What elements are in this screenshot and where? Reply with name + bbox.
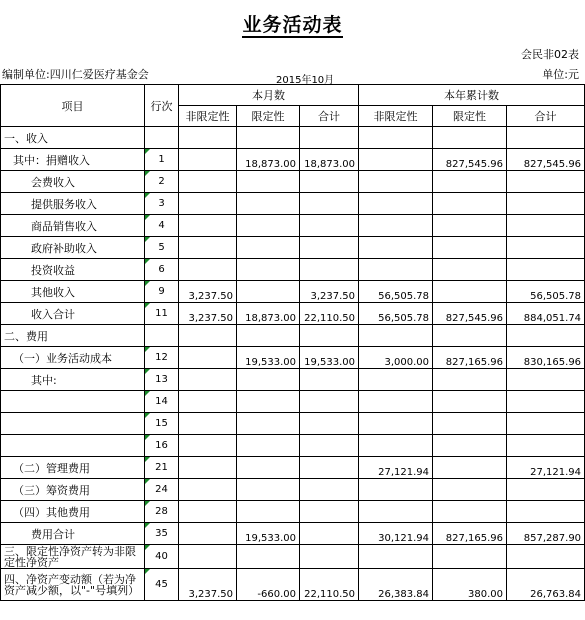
value-cell (179, 325, 237, 347)
value-cell (237, 193, 300, 215)
row-line-number: 35 (145, 523, 179, 545)
value-cell: 56,505.78 (359, 281, 433, 303)
unit-label: 单位:元 (542, 68, 579, 81)
table-row (1, 435, 585, 457)
value-cell (359, 127, 433, 149)
value-cell (433, 435, 507, 457)
value-cell (237, 215, 300, 237)
value-cell (237, 435, 300, 457)
value-cell (179, 391, 237, 413)
row-line-number: 24 (145, 479, 179, 501)
value-cell (433, 325, 507, 347)
value-cell (300, 479, 359, 501)
value-cell: 22,110.50 (300, 569, 359, 601)
row-label: （二）管理费用 (1, 457, 145, 479)
value-cell (433, 501, 507, 523)
value-cell (300, 523, 359, 545)
row-label: （三）筹资费用 (1, 479, 145, 501)
value-cell (433, 545, 507, 569)
value-cell: 19,533.00 (237, 347, 300, 369)
row-line-number: 6 (145, 259, 179, 281)
value-cell (433, 369, 507, 391)
row-label (1, 391, 145, 413)
value-cell (507, 171, 585, 193)
value-cell (507, 391, 585, 413)
row-label: （四）其他费用 (1, 501, 145, 523)
value-cell (237, 369, 300, 391)
table-row (1, 259, 585, 281)
row-label: 投资收益 (1, 259, 145, 281)
value-cell (507, 435, 585, 457)
value-cell: 827,545.96 (507, 149, 585, 171)
table-row (1, 193, 585, 215)
value-cell (359, 149, 433, 171)
value-cell (300, 237, 359, 259)
row-label: 四、净资产变动额（若为净资产减少额，以"-"号填列） (1, 569, 145, 601)
value-cell (237, 391, 300, 413)
value-cell: 19,533.00 (300, 347, 359, 369)
value-cell (300, 127, 359, 149)
value-cell (300, 545, 359, 569)
value-cell (237, 127, 300, 149)
value-cell (507, 369, 585, 391)
table-row (1, 237, 585, 259)
value-cell (179, 149, 237, 171)
value-cell (179, 501, 237, 523)
value-cell (179, 259, 237, 281)
value-cell (179, 479, 237, 501)
table-row (1, 347, 585, 369)
value-cell: 56,505.78 (359, 303, 433, 325)
value-cell (300, 457, 359, 479)
report-title (0, 10, 585, 37)
table-row (1, 545, 585, 569)
row-label (1, 435, 145, 457)
value-cell (433, 171, 507, 193)
row-label: 其他收入 (1, 281, 145, 303)
value-cell (179, 545, 237, 569)
value-cell (179, 347, 237, 369)
value-cell: 27,121.94 (507, 457, 585, 479)
header-ytd: 本年累计数 (359, 85, 585, 106)
row-line-number (145, 325, 179, 347)
value-cell (300, 325, 359, 347)
value-cell (359, 479, 433, 501)
value-cell (433, 413, 507, 435)
value-cell (507, 215, 585, 237)
value-cell (300, 369, 359, 391)
value-cell: -660.00 (237, 569, 300, 601)
table-row (1, 215, 585, 237)
value-cell: 22,110.50 (300, 303, 359, 325)
value-cell (507, 325, 585, 347)
header-ytd-unrestricted: 非限定性 (359, 106, 433, 127)
row-label: 二、费用 (1, 325, 145, 347)
value-cell (237, 171, 300, 193)
row-line-number: 28 (145, 501, 179, 523)
report-title-text: 业务活动表 (242, 14, 343, 36)
value-cell (300, 193, 359, 215)
value-cell (433, 281, 507, 303)
value-cell (433, 391, 507, 413)
value-cell: 18,873.00 (300, 149, 359, 171)
row-line-number: 45 (145, 569, 179, 601)
table-row (1, 149, 585, 171)
table-row (1, 171, 585, 193)
table-row (1, 325, 585, 347)
value-cell (507, 413, 585, 435)
period-label: 2015年10月 (276, 75, 335, 86)
row-label: 三、限定性净资产转为非限定性净资产 (1, 545, 145, 569)
value-cell (507, 127, 585, 149)
value-cell (237, 479, 300, 501)
value-cell (237, 259, 300, 281)
value-cell (359, 435, 433, 457)
value-cell: 3,000.00 (359, 347, 433, 369)
value-cell: 827,165.96 (433, 347, 507, 369)
row-line-number: 16 (145, 435, 179, 457)
row-line-number: 13 (145, 369, 179, 391)
value-cell (359, 325, 433, 347)
value-cell (300, 435, 359, 457)
value-cell (433, 193, 507, 215)
value-cell (359, 369, 433, 391)
value-cell (179, 127, 237, 149)
row-line-number: 2 (145, 171, 179, 193)
value-cell (179, 215, 237, 237)
value-cell (433, 457, 507, 479)
row-line-number: 21 (145, 457, 179, 479)
org-label: 编制单位:四川仁爱医疗基金会 (2, 68, 149, 81)
value-cell: 19,533.00 (237, 523, 300, 545)
header-item: 项目 (1, 85, 145, 127)
table-row (1, 457, 585, 479)
row-label: 费用合计 (1, 523, 145, 545)
value-cell (433, 479, 507, 501)
row-line-number: 1 (145, 149, 179, 171)
value-cell (507, 479, 585, 501)
row-line-number: 11 (145, 303, 179, 325)
table-row (1, 479, 585, 501)
value-cell (359, 215, 433, 237)
value-cell (179, 435, 237, 457)
value-cell: 3,237.50 (179, 281, 237, 303)
value-cell: 3,237.50 (300, 281, 359, 303)
row-label: 其中: (1, 369, 145, 391)
header-month-total: 合计 (300, 106, 359, 127)
value-cell (300, 215, 359, 237)
value-cell (507, 259, 585, 281)
value-cell: 18,873.00 (237, 149, 300, 171)
activity-table (0, 84, 585, 601)
value-cell (179, 457, 237, 479)
value-cell (237, 457, 300, 479)
value-cell: 830,165.96 (507, 347, 585, 369)
value-cell (507, 501, 585, 523)
table-body (1, 127, 585, 601)
value-cell (433, 237, 507, 259)
value-cell (179, 237, 237, 259)
header-line: 行次 (145, 85, 179, 127)
value-cell (300, 259, 359, 281)
value-cell (300, 171, 359, 193)
row-label: 商品销售收入 (1, 215, 145, 237)
row-label: 收入合计 (1, 303, 145, 325)
value-cell: 827,165.96 (433, 523, 507, 545)
row-label: 会费收入 (1, 171, 145, 193)
row-label: 一、收入 (1, 127, 145, 149)
value-cell: 56,505.78 (507, 281, 585, 303)
header-ytd-total: 合计 (507, 106, 585, 127)
table-row (1, 413, 585, 435)
row-line-number: 5 (145, 237, 179, 259)
value-cell (507, 545, 585, 569)
table-row (1, 569, 585, 601)
table-row (1, 391, 585, 413)
row-line-number: 9 (145, 281, 179, 303)
value-cell (433, 215, 507, 237)
form-code: 会民非02表 (521, 48, 579, 61)
header-month: 本月数 (179, 85, 359, 106)
value-cell (359, 193, 433, 215)
value-cell (179, 193, 237, 215)
value-cell (179, 171, 237, 193)
value-cell (237, 237, 300, 259)
row-line-number: 3 (145, 193, 179, 215)
value-cell (359, 501, 433, 523)
value-cell (359, 237, 433, 259)
table-row (1, 523, 585, 545)
table-row (1, 369, 585, 391)
row-label (1, 413, 145, 435)
value-cell: 26,763.84 (507, 569, 585, 601)
value-cell (300, 391, 359, 413)
row-line-number: 40 (145, 545, 179, 569)
row-label: 提供服务收入 (1, 193, 145, 215)
value-cell: 857,287.90 (507, 523, 585, 545)
value-cell (359, 391, 433, 413)
value-cell (237, 325, 300, 347)
value-cell (300, 501, 359, 523)
value-cell: 18,873.00 (237, 303, 300, 325)
row-label: 政府补助收入 (1, 237, 145, 259)
table-row (1, 281, 585, 303)
value-cell (237, 501, 300, 523)
value-cell: 3,237.50 (179, 303, 237, 325)
value-cell (179, 413, 237, 435)
value-cell (507, 193, 585, 215)
table-row (1, 501, 585, 523)
value-cell (359, 259, 433, 281)
row-label: 其中：捐赠收入 (1, 149, 145, 171)
value-cell: 380.00 (433, 569, 507, 601)
header-month-unrestricted: 非限定性 (179, 106, 237, 127)
row-line-number: 12 (145, 347, 179, 369)
row-line-number (145, 127, 179, 149)
header-ytd-restricted: 限定性 (433, 106, 507, 127)
value-cell: 827,545.96 (433, 149, 507, 171)
value-cell (359, 171, 433, 193)
value-cell (237, 281, 300, 303)
value-cell (433, 259, 507, 281)
table-row (1, 127, 585, 149)
header-month-restricted: 限定性 (237, 106, 300, 127)
value-cell (433, 127, 507, 149)
value-cell: 3,237.50 (179, 569, 237, 601)
value-cell: 884,051.74 (507, 303, 585, 325)
value-cell (179, 369, 237, 391)
table-row (1, 303, 585, 325)
value-cell (359, 545, 433, 569)
value-cell: 27,121.94 (359, 457, 433, 479)
row-label: （一）业务活动成本 (1, 347, 145, 369)
value-cell: 26,383.84 (359, 569, 433, 601)
value-cell (237, 545, 300, 569)
value-cell (179, 523, 237, 545)
value-cell (507, 237, 585, 259)
row-line-number: 15 (145, 413, 179, 435)
value-cell: 30,121.94 (359, 523, 433, 545)
row-line-number: 14 (145, 391, 179, 413)
value-cell: 827,545.96 (433, 303, 507, 325)
row-line-number: 4 (145, 215, 179, 237)
value-cell (300, 413, 359, 435)
value-cell (237, 413, 300, 435)
value-cell (359, 413, 433, 435)
